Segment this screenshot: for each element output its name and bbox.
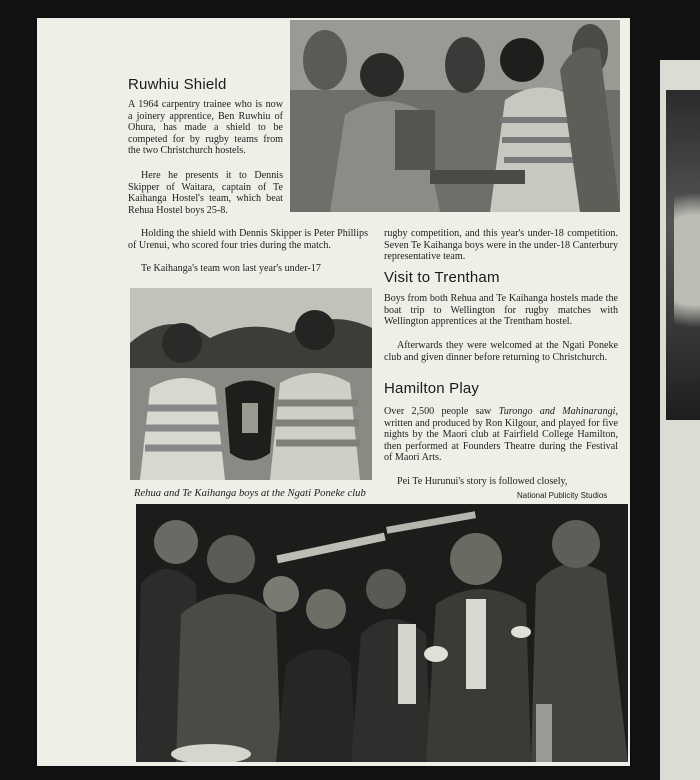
photo-boys-with-shield <box>130 288 372 480</box>
article-heading-ruwhiu-shield: Ruwhiu Shield <box>128 76 227 93</box>
magazine-page <box>37 18 630 766</box>
adjacent-page-photo <box>666 90 700 420</box>
article-paragraph: Afterwards they were welcomed at the Ngati Poneke club and given dinner before returning to Christchurch. <box>384 340 618 363</box>
article-paragraph: Here he presents it to Dennis Skipper of Waitara, captain of Te Kaihanga Hostel's team, which beat Rehua Hostel boys 25-8. <box>128 170 283 216</box>
adjacent-page-edge <box>660 60 700 780</box>
article-paragraph: Boys from both Rehua and Te Kaihanga hostels made the boat trip to Wellington for rugby matches with Wellington apprentices at the Trentham hostel. <box>384 293 618 328</box>
photo-caption: Rehua and Te Kaihanga boys at the Ngati Poneke club <box>134 488 366 499</box>
photo-credit: National Publicity Studios <box>517 491 608 500</box>
article-paragraph: Holding the shield with Dennis Skipper is Peter Phillips of Urenui, who scored four tries during the match. <box>128 228 368 251</box>
article-heading-hamilton-play: Hamilton Play <box>384 380 480 397</box>
play-title: Turongo and Mahinarangi <box>498 406 616 417</box>
photo-shield-presentation <box>290 20 620 212</box>
article-paragraph: Te Kaihanga's team won last year's under-17 <box>141 263 321 274</box>
article-paragraph: Pei Te Hurunui's story is followed closely, <box>397 476 568 487</box>
photo-ngati-poneke-dinner <box>136 504 628 762</box>
article-paragraph: A 1964 carpentry trainee who is now a joinery apprentice, Ben Ruwhiu of Ohura, has made a shield to be competed for by rugby teams from the two Christchurch hostels. <box>128 99 283 157</box>
article-paragraph: rugby competition, and this year's under-18 competition. Seven Te Kaihanga boys were in the under-18 Canterbury representative team. <box>384 228 618 263</box>
article-paragraph: Over 2,500 people saw Turongo and Mahinarangi, written and produced by Ron Kilgour, and played for five nights by the Maori club at Fairfield College Hamilton, then performed at Founders Theatre during the Festival of Maori Arts. <box>384 406 618 464</box>
article-heading-visit-to-trentham: Visit to Trentham <box>384 269 500 286</box>
